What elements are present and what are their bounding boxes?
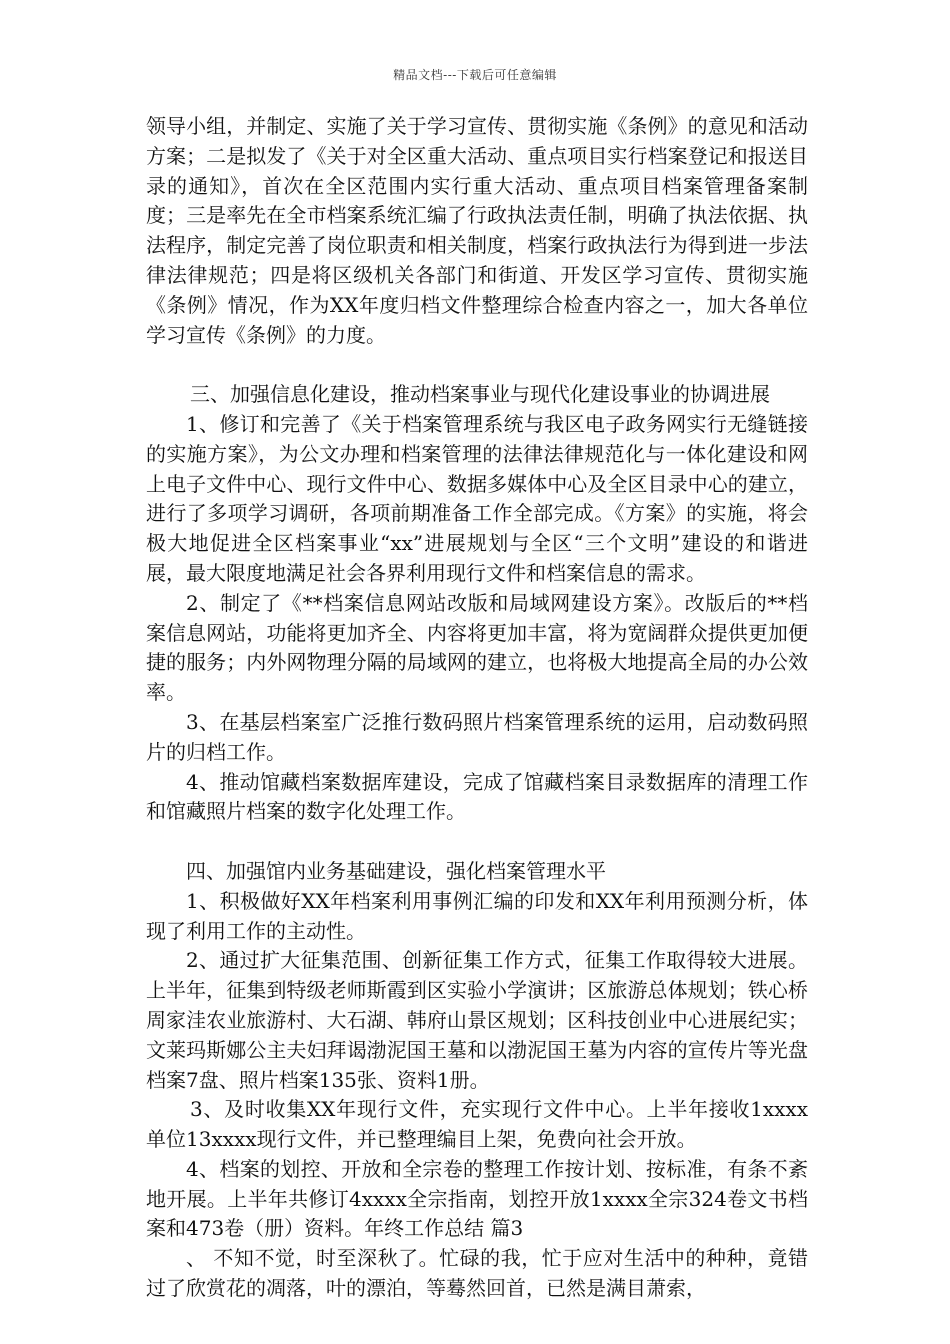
paragraph-gap — [146, 350, 808, 380]
section-3-item-4: 4、推动馆藏档案数据库建设，完成了馆藏档案目录数据库的清理工作和馆藏照片档案的数字化处理工作。 — [146, 769, 808, 824]
paragraph-closing: 、 不知不觉，时至深秋了。忙碌的我，忙于应对生活中的种种，竟错过了欣赏花的凋落，叶的漂泊，等蓦然回首，已然是满目萧索， — [146, 1246, 808, 1301]
section-3-title: 三、加强信息化建设，推动档案事业与现代化建设事业的协调进展 — [190, 382, 770, 407]
section-4-item-4: 4、档案的划控、开放和全宗卷的整理工作按计划、按标准，有条不紊地开展。上半年共修订4xxxx全宗指南，划控开放1xxxx全宗324卷文书档案和473卷（册）资料。年终工作总结 篇3 — [146, 1156, 808, 1241]
paragraph-gap — [146, 827, 808, 857]
section-4-item-3: 3、及时收集XX年现行文件，充实现行文件中心。上半年接收1xxxx单位13xxxx现行文件，并已整理编目上架，免费向社会开放。 — [146, 1097, 808, 1152]
section-3-item-3: 3、在基层档案室广泛推行数码照片档案管理系统的运用，启动数码照片的归档工作。 — [146, 709, 808, 764]
paragraph-intro: 领导小组，并制定、实施了关于学习宣传、贯彻实施《条例》的意见和活动方案；二是拟发了《关于对全区重大活动、重点项目实行档案登记和报送目录的通知》，首次在全区范围内实行重大活动、重点项目档案管理备案制度；三是率先在全市档案系统汇编了行政执法责任制，明确了执法依据、执法程序，制定完善了岗位职责和相关制度，档案行政执法行为得到进一步法律法律规范；四是将区级机关各部门和街道、开发区学习宣传、贯彻实施《条例》情况，作为XX年度归档文件整理综合检查内容之一，加大各单位学习宣传《条例》的力度。 — [146, 114, 808, 347]
page-header: 精品文档---下载后可任意编辑 — [393, 68, 557, 82]
section-4-item-2: 2、通过扩大征集范围、创新征集工作方式，征集工作取得较大进展。上半年，征集到特级老师斯霞到区实验小学演讲；区旅游总体规划；铁心桥周家洼农业旅游村、大石湖、韩府山景区规划；区科技创业中心进展纪实；文莱玛斯娜公主夫妇拜谒渤泥国王墓和以渤泥国王墓为内容的宣传片等光盘档案7盘、照片档案135张、资料1册。 — [146, 948, 808, 1092]
section-4-title: 四、加强馆内业务基础建设，强化档案管理水平 — [186, 858, 606, 883]
section-3-item-2: 2、制定了《**档案信息网站改版和局域网建设方案》。改版后的**档案信息网站，功能将更加齐全、内容将更加丰富，将为宽阔群众提供更加便捷的服务；内外网物理分隔的局域网的建立，也将极大地提高全局的办公效率。 — [146, 590, 808, 705]
section-4-item-1: 1、积极做好XX年档案利用事例汇编的印发和XX年利用预测分析，体现了利用工作的主动性。 — [146, 888, 808, 943]
document-body — [146, 112, 808, 1304]
section-3-item-1: 1、修订和完善了《关于档案管理系统与我区电子政务网实行无缝链接的实施方案》，为公文办理和档案管理的法律法律规范化与一体化建设和网上电子文件中心、现行文件中心、数据多媒体中心及全区目录中心的建立，进行了多项学习调研，各项前期准备工作全部完成。《方案》的实施，将会极大地促进全区档案事业“xx”进展规划与全区“三个文明”建设的和谐进展，最大限度地满足社会各界利用现行文件和档案信息的需求。 — [146, 411, 808, 585]
